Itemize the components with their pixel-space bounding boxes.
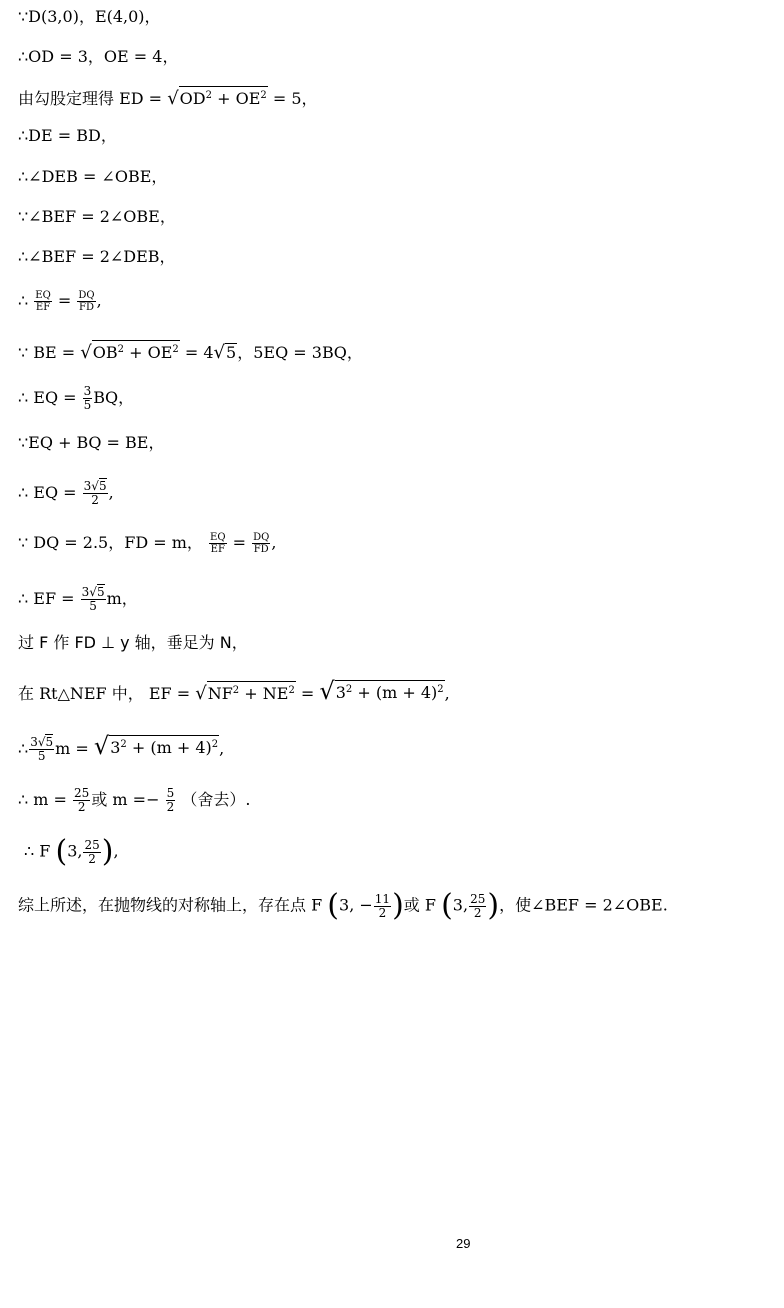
text: ∴ EF = xyxy=(18,589,75,608)
line-5: ∴∠DEB = ∠OBE， xyxy=(18,167,168,186)
line-18 xyxy=(18,787,250,814)
text: ∴ F xyxy=(24,841,51,861)
fraction: $\frac{3√5}{2}$ xyxy=(83,479,107,507)
fraction: $\frac{3√5}{5}$ xyxy=(81,585,105,613)
text: 综上所述，在抛物线的对称轴上，存在点 F xyxy=(18,895,323,915)
text: 3, xyxy=(67,841,83,861)
text: , xyxy=(444,684,450,703)
text: 或 m =− xyxy=(91,790,160,809)
text: OD xyxy=(179,89,206,108)
fraction: $\frac{25}{2}$ xyxy=(84,837,100,866)
text: , xyxy=(219,739,225,758)
text: 3, xyxy=(452,895,469,915)
text: m = xyxy=(55,739,89,758)
text: ∴ EQ = xyxy=(18,483,77,502)
text: + OE xyxy=(212,89,261,108)
fraction: $\frac{DQ}{FD}$ xyxy=(78,290,95,313)
text: ∵ BE = xyxy=(18,343,76,362)
text: （舍去）. xyxy=(181,790,251,809)
text: , xyxy=(113,841,119,861)
fraction: $\frac{25}{2}$ xyxy=(470,891,486,920)
sqrt-expression: √ $NF^2 + NE^2$ xyxy=(195,683,295,704)
text: m， xyxy=(106,589,138,608)
page-number: 29 xyxy=(456,1236,471,1251)
sqrt-expression: √ $OD^2 + OE^2$ xyxy=(167,88,267,109)
text: BQ， xyxy=(93,388,135,407)
line-15: 过 F 作 FD ⊥ y 轴，垂足为 N， xyxy=(18,633,248,652)
line-1: ∵D(3,0)，E(4,0)， xyxy=(18,7,161,26)
line-2: ∴OD = 3，OE = 4， xyxy=(18,47,179,66)
line-11: ∵EQ + BQ = BE， xyxy=(18,433,165,452)
line-14 xyxy=(18,586,138,613)
fraction: $\frac{3}{5}$ xyxy=(83,384,92,412)
text: 或 F xyxy=(403,895,436,915)
fraction: $\frac{3√5}{5}$ xyxy=(30,735,54,763)
text: , xyxy=(271,533,277,552)
text: 在 Rt△NEF 中， EF = xyxy=(18,684,191,703)
line-16 xyxy=(18,677,450,705)
fraction: $\frac{EQ}{EF}$ xyxy=(35,290,51,313)
sqrt-expression: √ $OB^2 + OE^2$ xyxy=(80,342,179,363)
line-6: ∵∠BEF = 2∠OBE， xyxy=(18,207,176,226)
fraction: $\frac{5}{2}$ xyxy=(166,786,175,814)
text: = 5， xyxy=(272,89,318,108)
line-3 xyxy=(18,86,318,109)
line-13 xyxy=(18,532,276,555)
text: ∴ EQ = xyxy=(18,388,77,407)
text: = xyxy=(57,291,72,310)
text: , xyxy=(96,291,102,310)
text: ∴ m = xyxy=(18,790,67,809)
sqrt-expression: √ 5 xyxy=(213,342,237,363)
text: ∴ xyxy=(18,291,29,310)
sqrt-expression: √ $3^2 + (m + 4)^2$ xyxy=(93,732,219,760)
text: = 4 xyxy=(184,343,214,362)
text: ，5EQ = 3BQ， xyxy=(237,343,363,362)
sqrt-expression: √ $3^2 + (m + 4)^2$ xyxy=(319,677,444,705)
text: = xyxy=(300,684,315,703)
line-7: ∴∠BEF = 2∠DEB， xyxy=(18,247,176,266)
line-10 xyxy=(18,385,134,412)
text: 3, − xyxy=(339,895,373,915)
text: , xyxy=(108,483,114,502)
fraction: $\frac{25}{2}$ xyxy=(74,786,90,814)
line-19: ∴ F (3, $\frac{25}{2}$ ), xyxy=(24,834,119,869)
fraction: $\frac{11}{2}$ xyxy=(374,891,391,920)
line-20: 综上所述，在抛物线的对称轴上，存在点 F (3, − $\frac{11}{2}$ )或 F (3, $\frac{25}{2}$ )，使∠BEF = 2∠OBE. xyxy=(18,888,668,923)
text: 由勾股定理得 ED = xyxy=(18,89,163,108)
text: ∴ xyxy=(18,739,29,758)
text: ∵ DQ = 2.5，FD = m， xyxy=(18,533,203,552)
line-17 xyxy=(18,732,225,763)
line-4: ∴DE = BD， xyxy=(18,126,117,145)
line-9 xyxy=(18,340,363,363)
line-12 xyxy=(18,480,114,507)
text: = xyxy=(232,533,247,552)
line-8 xyxy=(18,290,102,313)
text: ，使∠BEF = 2∠OBE. xyxy=(499,895,668,915)
fraction: $\frac{DQ}{FD}$ xyxy=(253,532,270,555)
fraction: $\frac{EQ}{EF}$ xyxy=(210,532,226,555)
